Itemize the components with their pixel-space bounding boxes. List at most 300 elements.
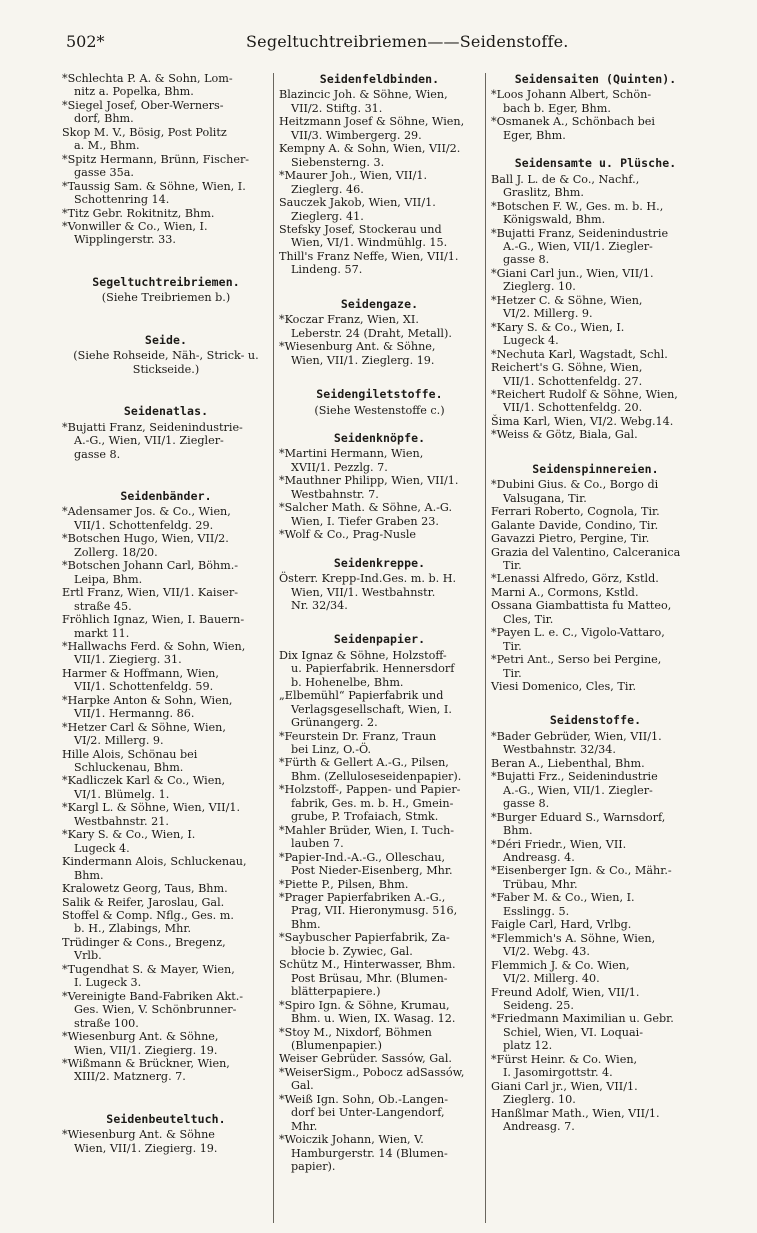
- directory-entry: [279, 1133, 480, 1173]
- entry-address-line: gasse 8.: [503, 797, 550, 811]
- entry-address-line: Tir.: [503, 639, 522, 653]
- entry-name-line: *Petri Ant., Serso bei Pergine,: [491, 653, 662, 667]
- entry-name-line: *Bujatti Frz., Seidenindustrie: [491, 770, 658, 784]
- directory-entry: [279, 115, 480, 142]
- directory-entry: [491, 532, 700, 545]
- entry-name-line: *Bujatti Franz, Seidenindustrie-: [62, 420, 243, 434]
- directory-entry: [491, 986, 700, 1013]
- entry-name-line: *Spiro Ign. & Söhne, Krumau,: [279, 998, 450, 1012]
- entry-address-line: Valsugana, Tir.: [503, 491, 587, 505]
- entry-name-line: *Bader Gebrüder, Wien, VII/1.: [491, 729, 662, 743]
- entry-name-line: Beran A., Liebenthal, Bhm.: [491, 756, 645, 770]
- entry-name-line: *Saybuscher Papierfabrik, Za-: [279, 931, 450, 945]
- entry-name-line: *Kary S. & Co., Wien, I.: [491, 320, 625, 334]
- entry-address-line: gasse 35a.: [74, 166, 134, 180]
- directory-entry: [62, 667, 270, 694]
- section-heading: Seidenbänder.: [120, 488, 212, 503]
- entry-address-line: Wien, VII/1. Ziegierg. 19.: [74, 1043, 218, 1057]
- directory-entry: [62, 99, 270, 126]
- column-3: [491, 72, 700, 1134]
- entry-name-line: Šima Karl, Wien, VI/2. Webg.14.: [491, 414, 674, 428]
- entry-address-line: Nr. 32/34.: [291, 598, 348, 612]
- entry-address-line: gasse 8.: [74, 447, 121, 461]
- entry-address-line: bei Linz, O.-Ö.: [291, 743, 372, 757]
- directory-entry: [62, 1057, 270, 1084]
- directory-entry: [279, 528, 480, 541]
- directory-entry: [279, 1066, 480, 1093]
- entry-name-line: *Adensamer Jos. & Co., Wien,: [62, 505, 231, 519]
- entry-name-line: Reichert's G. Söhne, Wien,: [491, 361, 643, 375]
- entry-name-line: Ball J. L. de & Co., Nachf.,: [491, 172, 640, 186]
- entry-name-line: *Osmanek A., Schönbach bei: [491, 115, 655, 129]
- directory-entry: [491, 932, 700, 959]
- entry-name-line: *Papier-Ind.-A.-G., Olleschau,: [279, 850, 446, 864]
- entry-name-line: *Siegel Josef, Ober-Werners-: [62, 98, 224, 112]
- directory-entry: [279, 730, 480, 757]
- section-heading: Seidenstoffe.: [549, 713, 642, 728]
- entry-list-seidengaze: [279, 313, 480, 367]
- entry-list-seidenbeuteltuch: [62, 1128, 270, 1155]
- entry-name-line: *Wiesenburg Ant. & Söhne: [62, 1128, 215, 1142]
- directory-entry: [491, 88, 700, 115]
- directory-entry: [62, 1128, 270, 1155]
- directory-entry: [62, 153, 270, 180]
- page-number: 502*: [66, 32, 105, 51]
- section-heading: Seidenspinnereien.: [532, 461, 659, 476]
- entry-name-line: *Hetzer Carl & Söhne, Wien,: [62, 720, 226, 734]
- directory-entry: [491, 918, 700, 931]
- entry-address-line: VII/1. Ziegierg. 31.: [74, 653, 182, 667]
- entry-name-line: *Payen L. e. C., Vigolo-Vattaro,: [491, 626, 665, 640]
- directory-entry: [279, 958, 480, 998]
- entry-address-line: A.-G., Wien, VII/1. Ziegler-: [503, 239, 653, 253]
- entry-name-line: *Stoy M., Nixdorf, Böhmen: [279, 1025, 432, 1039]
- entry-address-line: Vrlb.: [74, 949, 102, 963]
- entry-name-line: *Wiesenburg Ant. & Söhne,: [62, 1030, 219, 1044]
- entry-name-line: *Kargl L. & Söhne, Wien, VII/1.: [62, 801, 241, 815]
- section-heading: Seidensaiten (Quinten).: [514, 72, 677, 86]
- directory-entry: [491, 388, 700, 415]
- entry-name-line: *Feurstein Dr. Franz, Traun: [279, 729, 437, 743]
- directory-entry: [279, 501, 480, 528]
- entry-address-line: Bhm.: [74, 868, 104, 882]
- section-heading: Seidengiletstoffe.: [316, 387, 443, 402]
- directory-entry: [491, 626, 700, 653]
- entry-name-line: *Hallwachs Ferd. & Sohn, Wien,: [62, 639, 246, 653]
- entry-name-line: Schütz M., Hinterwasser, Bhm.: [279, 958, 456, 972]
- entry-name-line: *Faber M. & Co., Wien, I.: [491, 891, 635, 905]
- entry-address-line: nitz a. Popelka, Bhm.: [74, 85, 194, 99]
- directory-entry: [279, 891, 480, 931]
- entry-address-line: markt 11.: [74, 626, 130, 640]
- entry-address-line: Wien, VI/1. Windmühlg. 15.: [291, 236, 448, 250]
- entry-name-line: Harmer & Hoffmann, Wien,: [62, 666, 219, 680]
- entry-name-line: *Giani Carl jun., Wien, VII/1.: [491, 266, 654, 280]
- entry-address-line: Post Nieder-Eisenberg, Mhr.: [291, 864, 453, 878]
- directory-entry: [491, 428, 700, 441]
- entry-name-line: *Botschen Hugo, Wien, VII/2.: [62, 532, 229, 546]
- directory-entry: [279, 340, 480, 367]
- directory-entry: [491, 519, 700, 532]
- directory-entry: [491, 599, 700, 626]
- directory-entry: [491, 348, 700, 361]
- entry-name-line: *Piette P., Pilsen, Bhm.: [279, 877, 409, 891]
- directory-entry: [62, 896, 270, 909]
- entry-name-line: *Martini Hermann, Wien,: [279, 447, 424, 461]
- directory-entry: [62, 505, 270, 532]
- entry-address-line: Zieglerg. 10.: [503, 280, 576, 294]
- directory-entry: [491, 586, 700, 599]
- directory-entry: [62, 855, 270, 882]
- entry-address-line: Lugeck 4.: [503, 334, 559, 348]
- directory-entry: [491, 770, 700, 810]
- entry-name-line: Sauczek Jakob, Wien, VII/1.: [279, 196, 436, 210]
- entry-name-line: *Wißmann & Brückner, Wien,: [62, 1057, 230, 1070]
- entry-address-line: lauben 7.: [291, 837, 344, 851]
- column-rule-right: [485, 73, 486, 1223]
- entry-address-line: Lindeng. 57.: [291, 263, 363, 277]
- entry-address-line: Westbahnstr. 7.: [291, 487, 379, 501]
- directory-entry: [491, 811, 700, 838]
- entry-address-line: Siebensterng. 3.: [291, 155, 385, 169]
- entry-name-line: *Friedmann Maximilian u. Gebr.: [491, 1012, 674, 1026]
- section-heading: Seide.: [144, 332, 188, 347]
- directory-entry: [62, 748, 270, 775]
- directory-entry: [279, 756, 480, 783]
- directory-entry: [62, 421, 270, 461]
- entry-address-line: Wipplingerstr. 33.: [74, 233, 176, 247]
- section-heading: Seidensamte u. Plüsche.: [514, 156, 677, 171]
- entry-address-line: Königswald, Bhm.: [503, 213, 606, 227]
- entry-name-line: *Nechuta Karl, Wagstadt, Schl.: [491, 347, 668, 361]
- directory-entry: [62, 126, 270, 153]
- directory-entry: [279, 223, 480, 250]
- entry-address-line: Andreasg. 7.: [503, 1120, 575, 1134]
- entry-list-seidenspinnereien: [491, 478, 700, 693]
- entry-name-line: Kindermann Alois, Schluckenau,: [62, 855, 247, 869]
- entry-name-line: *Loos Johann Albert, Schön-: [491, 88, 652, 102]
- entry-name-line: Thill's Franz Neffe, Wien, VII/1.: [279, 249, 459, 263]
- entry-address-line: I. Jasomirgottstr. 4.: [503, 1066, 613, 1080]
- entry-name-line: *Botschen F. W., Ges. m. b. H.,: [491, 199, 664, 213]
- entry-address-line: A.-G., Wien, VII/1. Ziegler-: [74, 434, 224, 448]
- entry-address-line: straße 100.: [74, 1016, 139, 1030]
- directory-entry: [491, 415, 700, 428]
- entry-name-line: Salik & Reifer, Jaroslau, Gal.: [62, 895, 225, 909]
- entry-name-line: Trüdinger & Cons., Bregenz,: [62, 935, 226, 949]
- directory-entry: [279, 447, 480, 474]
- entry-name-line: *Mauthner Philipp, Wien, VII/1.: [279, 474, 459, 488]
- directory-entry: [279, 1026, 480, 1053]
- section-heading: Seidengaze.: [340, 296, 419, 311]
- entry-address-line: fabrik, Ges. m. b. H., Gmein-: [291, 796, 454, 810]
- directory-entry: [491, 891, 700, 918]
- section-heading: Seidenpapier.: [333, 632, 426, 647]
- directory-entry: [491, 864, 700, 891]
- directory-entry: [62, 180, 270, 207]
- entry-address-line: Bhm. u. Wien, IX. Wasag. 12.: [291, 1012, 456, 1026]
- section-heading: Segeltuchtreibriemen.: [92, 274, 240, 289]
- entry-name-line: Kempny A. & Sohn, Wien, VII/2.: [279, 142, 461, 156]
- directory-entry: [491, 546, 700, 573]
- entry-name-line: Fröhlich Ignaz, Wien, I. Bauern-: [62, 613, 245, 627]
- entry-name-line: Skop M. V., Bösig, Post Politz: [62, 125, 227, 139]
- directory-entry: [62, 207, 270, 220]
- directory-entry: [62, 774, 270, 801]
- directory-entry: [279, 824, 480, 851]
- entry-list-seidensaiten: [491, 88, 700, 142]
- entry-name-line: Blazincic Joh. & Söhne, Wien,: [279, 88, 448, 102]
- entry-name-line: Heitzmann Josef & Söhne, Wien,: [279, 115, 465, 129]
- entry-name-line: Weiser Gebrüder. Sassów, Gal.: [279, 1052, 452, 1066]
- entry-address-line: VII/2. Stiftg. 31.: [291, 101, 383, 115]
- section-heading: Seidenknöpfe.: [333, 430, 426, 445]
- entry-address-line: Schluckenau, Bhm.: [74, 761, 184, 775]
- entry-name-line: *Kadliczek Karl & Co., Wien,: [62, 774, 226, 788]
- directory-entry: [491, 757, 700, 770]
- column-1: [62, 72, 270, 1155]
- entry-name-line: „Elbemühl“ Papierfabrik und: [279, 689, 444, 703]
- directory-entry: [62, 801, 270, 828]
- entry-list-schlechta: [62, 72, 270, 247]
- directory-entry: [491, 572, 700, 585]
- cross-reference: (Siehe Westenstoffe c.): [314, 403, 445, 417]
- directory-entry: [491, 115, 700, 142]
- directory-entry: [279, 689, 480, 729]
- directory-entry: [279, 313, 480, 340]
- directory-entry: [279, 878, 480, 891]
- entry-name-line: Freund Adolf, Wien, VII/1.: [491, 985, 640, 999]
- section-heading: Seidenfeldbinden.: [319, 72, 440, 86]
- entry-address-line: Cles, Tir.: [503, 612, 554, 626]
- entry-address-line: VI/2. Millerg. 9.: [74, 734, 164, 748]
- directory-entry: [279, 783, 480, 823]
- entry-address-line: Ges. Wien, V. Schönbrunner-: [74, 1003, 237, 1017]
- entry-name-line: Flemmich J. & Co. Wien,: [491, 958, 630, 972]
- directory-entry: [62, 963, 270, 990]
- directory-entry: [279, 88, 480, 115]
- entry-list-seidenkreppe: [279, 572, 480, 612]
- entry-name-line: Ossana Giambattista fu Matteo,: [491, 599, 672, 613]
- entry-name-line: *Bujatti Franz, Seidenindustrie: [491, 226, 669, 240]
- entry-address-line: XVII/1. Pezzlg. 7.: [291, 460, 388, 474]
- directory-entry: [62, 694, 270, 721]
- entry-address-line: VII/1. Schottenfeldg. 20.: [503, 401, 643, 415]
- entry-name-line: *Dubini Gius. & Co., Borgo di: [491, 478, 659, 492]
- directory-entry: [491, 267, 700, 294]
- entry-name-line: *Lenassi Alfredo, Görz, Kstld.: [491, 572, 659, 586]
- entry-address-line: Andreasg. 4.: [503, 851, 575, 865]
- entry-list-seidenpapier: [279, 649, 480, 1174]
- directory-entry: [62, 882, 270, 895]
- directory-entry: [491, 505, 700, 518]
- section-heading: Seidenkreppe.: [333, 555, 426, 570]
- cross-reference: Stickseide.): [132, 362, 200, 376]
- directory-entry: [62, 586, 270, 613]
- entry-address-line: platz 12.: [503, 1039, 553, 1053]
- entry-address-line: papier).: [291, 1160, 336, 1174]
- column-rule-left: [273, 73, 274, 1223]
- entry-address-line: Wien, I. Tiefer Graben 23.: [291, 514, 439, 528]
- entry-name-line: Grazia del Valentino, Calceranica: [491, 545, 681, 559]
- entry-name-line: *Weiss & Götz, Biala, Gal.: [491, 428, 638, 442]
- entry-name-line: Marni A., Cormons, Kstld.: [491, 585, 639, 599]
- entry-name-line: *Koczar Franz, Wien, XI.: [279, 313, 419, 327]
- entry-name-line: *Schlechta P. A. & Sohn, Lom-: [62, 72, 233, 85]
- entry-name-line: *Prager Papierfabriken A.-G.,: [279, 891, 446, 905]
- directory-entry: [279, 169, 480, 196]
- entry-address-line: u. Papierfabrik. Hennersdorf: [291, 662, 455, 676]
- entry-name-line: *Taussig Sam. & Söhne, Wien, I.: [62, 179, 246, 193]
- entry-address-line: Zieglerg. 46.: [291, 182, 364, 196]
- entry-name-line: Ertl Franz, Wien, VII/1. Kaiser-: [62, 586, 238, 600]
- directory-entry: [491, 730, 700, 757]
- entry-name-line: *Flemmich's A. Söhne, Wien,: [491, 931, 656, 945]
- entry-address-line: dorf bei Unter-Langendorf,: [291, 1106, 445, 1120]
- directory-entry: [279, 999, 480, 1026]
- entry-address-line: grube, P. Trofaiach, Stmk.: [291, 810, 439, 824]
- directory-entry: [491, 680, 700, 693]
- directory-entry: [62, 640, 270, 667]
- entry-address-line: Eger, Bhm.: [503, 128, 566, 142]
- entry-name-line: *Botschen Johann Carl, Böhm.-: [62, 559, 239, 573]
- entry-name-line: Kralowetz Georg, Taus, Bhm.: [62, 882, 228, 896]
- directory-entry: [279, 572, 480, 612]
- directory-entry: [62, 990, 270, 1030]
- entry-address-line: Westbahnstr. 21.: [74, 814, 169, 828]
- entry-name-line: *Salcher Math. & Söhne, A.-G.: [279, 501, 453, 515]
- entry-name-line: *Wolf & Co., Prag-Nusle: [279, 528, 417, 542]
- cross-reference: (Siehe Rohseide, Näh-, Strick- u.: [73, 349, 259, 363]
- entry-address-line: Grünangerg. 2.: [291, 716, 378, 730]
- directory-entry: [491, 321, 700, 348]
- entry-name-line: *Vereinigte Band-Fabriken Akt.-: [62, 989, 244, 1003]
- entry-address-line: VII/1. Schottenfeldg. 29.: [74, 518, 214, 532]
- directory-entry: [491, 478, 700, 505]
- directory-entry: [491, 653, 700, 680]
- entry-address-line: bach b. Eger, Bhm.: [503, 101, 611, 115]
- directory-entry: [491, 1012, 700, 1052]
- entry-address-line: dorf, Bhm.: [74, 112, 134, 126]
- entry-address-line: Esslingg. 5.: [503, 904, 570, 918]
- directory-entry: [279, 931, 480, 958]
- page-title: Segeltuchtreibriemen——Seidenstoffe.: [246, 32, 569, 51]
- entry-name-line: Stoffel & Comp. Nflg., Ges. m.: [62, 909, 234, 923]
- entry-address-line: Hamburgerstr. 14 (Blumen-: [291, 1146, 448, 1160]
- entry-address-line: Mhr.: [291, 1119, 318, 1133]
- entry-address-line: Zieglerg. 10.: [503, 1093, 576, 1107]
- directory-entry: [279, 1052, 480, 1065]
- directory-entry: [62, 909, 270, 936]
- directory-entry: [62, 559, 270, 586]
- directory-entry: [279, 250, 480, 277]
- entry-name-line: Viesi Domenico, Cles, Tir.: [491, 680, 637, 694]
- directory-entry: [62, 220, 270, 247]
- entry-name-line: *Spitz Hermann, Brünn, Fischer-: [62, 152, 250, 166]
- entry-list-seidenstoffe: [491, 730, 700, 1134]
- entry-address-line: VI/2. Webg. 43.: [503, 945, 590, 959]
- entry-name-line: *Woiczik Johann, Wien, V.: [279, 1133, 424, 1147]
- entry-name-line: *Maurer Joh., Wien, VII/1.: [279, 169, 428, 183]
- entry-name-line: Galante Davide, Condino, Tir.: [491, 518, 659, 532]
- entry-address-line: Post Brüsau, Mhr. (Blumen-: [291, 971, 448, 985]
- directory-entry: [279, 851, 480, 878]
- section-heading: Seidenbeuteltuch.: [106, 1111, 226, 1126]
- directory-entry: [279, 1093, 480, 1133]
- directory-entry: [491, 200, 700, 227]
- entry-name-line: *Titz Gebr. Rokitnitz, Bhm.: [62, 206, 215, 220]
- entry-address-line: Bhm. (Zelluloseseidenpapier).: [291, 769, 462, 783]
- entry-name-line: *Eisenberger Ign. & Co., Mähr.-: [491, 864, 672, 878]
- entry-address-line: Wien, VII/1. Ziegierg. 19.: [74, 1141, 218, 1155]
- entry-name-line: *WeiserSigm., Pobocz adSassów,: [279, 1065, 465, 1079]
- entry-name-line: *Vonwiller & Co., Wien, I.: [62, 219, 208, 233]
- entry-address-line: Bhm.: [291, 917, 321, 931]
- entry-name-line: Österr. Krepp-Ind.Ges. m. b. H.: [279, 572, 457, 586]
- entry-address-line: b. Hohenelbe, Bhm.: [291, 675, 404, 689]
- entry-name-line: *Reichert Rudolf & Söhne, Wien,: [491, 387, 678, 401]
- entry-name-line: *Fürst Heinr. & Co. Wien,: [491, 1052, 638, 1066]
- entry-address-line: Schiel, Wien, VI. Loquai-: [503, 1025, 644, 1039]
- directory-entry: [491, 227, 700, 267]
- entry-address-line: gasse 8.: [503, 253, 550, 267]
- entry-address-line: VII/1. Schottenfeldg. 27.: [503, 374, 643, 388]
- entry-address-line: Graslitz, Bhm.: [503, 186, 584, 200]
- entry-address-line: Zieglerg. 41.: [291, 209, 364, 223]
- entry-address-line: błocie b. Zywiec, Gal.: [291, 944, 413, 958]
- directory-entry: [279, 474, 480, 501]
- directory-entry: [491, 1053, 700, 1080]
- entry-address-line: I. Lugeck 3.: [74, 976, 142, 990]
- entry-address-line: Bhm.: [503, 824, 533, 838]
- entry-list-seidenbaender: [62, 505, 270, 1083]
- section-heading: Seidenatlas.: [123, 404, 209, 419]
- entry-address-line: (Blumenpapier.): [291, 1039, 383, 1052]
- entry-list-seidenatlas: [62, 421, 270, 461]
- entry-address-line: Wien, VII/1. Westbahnstr.: [291, 585, 436, 599]
- entry-name-line: *Hetzer C. & Söhne, Wien,: [491, 293, 643, 307]
- entry-address-line: Zollerg. 18/20.: [74, 545, 158, 559]
- entry-address-line: Seideng. 25.: [503, 999, 574, 1012]
- directory-entry: [62, 1030, 270, 1057]
- entry-list-seidenknoepfe: [279, 447, 480, 541]
- directory-entry: [279, 649, 480, 689]
- directory-entry: [279, 142, 480, 169]
- column-2: [279, 72, 480, 1174]
- entry-address-line: Lugeck 4.: [74, 841, 130, 855]
- directory-entry: [279, 196, 480, 223]
- entry-address-line: Leberstr. 24 (Draht, Metall).: [291, 326, 452, 340]
- directory-entry: [62, 613, 270, 640]
- directory-entry: [491, 959, 700, 986]
- entry-address-line: VII/3. Wimbergerg. 29.: [291, 128, 422, 142]
- entry-name-line: Gavazzi Pietro, Pergine, Tir.: [491, 532, 650, 546]
- entry-address-line: Wien, VII/1. Zieglerg. 19.: [291, 353, 435, 367]
- entry-address-line: XIII/2. Matznerg. 7.: [74, 1070, 186, 1084]
- entry-address-line: Trübau, Mhr.: [503, 877, 578, 891]
- entry-name-line: Ferrari Roberto, Cognola, Tir.: [491, 505, 660, 519]
- directory-entry: [62, 532, 270, 559]
- entry-name-line: *Kary S. & Co., Wien, I.: [62, 828, 196, 842]
- entry-name-line: *Fürth & Gellert A.-G., Pilsen,: [279, 756, 449, 770]
- entry-name-line: *Wiesenburg Ant. & Söhne,: [279, 340, 436, 354]
- entry-address-line: VI/2. Millerg. 40.: [503, 972, 600, 986]
- directory-entry: [62, 72, 270, 99]
- entry-name-line: Faigle Carl, Hard, Vrlbg.: [491, 918, 632, 932]
- entry-address-line: Westbahnstr. 32/34.: [503, 743, 616, 757]
- directory-entry: [491, 361, 700, 388]
- directory-entry: [491, 173, 700, 200]
